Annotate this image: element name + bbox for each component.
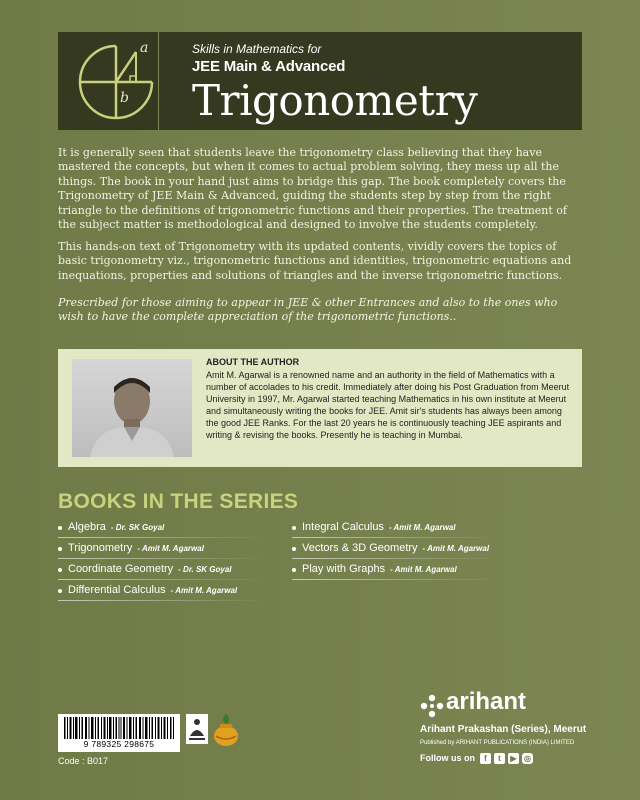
- bullet-icon: [58, 547, 62, 551]
- meditation-logo-icon: [186, 714, 208, 744]
- author-box: [58, 349, 582, 467]
- series-heading: BOOKS IN THE SERIES: [58, 490, 299, 513]
- series-book-author: - Amit M. Agarwal: [390, 565, 457, 574]
- series-book-title: Vectors & 3D Geometry: [302, 542, 418, 554]
- bullet-icon: [292, 568, 296, 572]
- kalash-logo-icon: [210, 712, 242, 748]
- youtube-icon[interactable]: ▶: [508, 753, 519, 764]
- series-book-title: Differential Calculus: [68, 584, 166, 596]
- author-bio: Amit M. Agarwal is a renowned name and an authority in the field of Mathematics with a number of accolades to his credit. Immediately after doing his Post Graduation from Meerut University in 1997, Mr. Agarwal started teaching Mathematics in his own institute at Meerut and simultaneously writing the books for JEE. Amit sir's students has always been among the good JEE Ranks. For the last 20 years he is continuously teaching JEE aspirants and writing & revising the books. Presently he is teaching in Mumbai.: [206, 370, 570, 441]
- divider: [58, 537, 266, 538]
- series-book-title: Algebra: [68, 521, 106, 533]
- twitter-icon[interactable]: t: [494, 753, 505, 764]
- author-heading: ABOUT THE AUTHOR: [206, 357, 300, 367]
- divider: [292, 537, 500, 538]
- series-book-author: - Amit M. Agarwal: [137, 544, 204, 553]
- description-paragraph-1: It is generally seen that students leave the trigonometry class believing that they have mastered the concepts, but when it comes to actual problem solving, they mess up all the things. The book in your hand just aims to bridge this gap. The book completely covers the Trigonometry of JEE Main & Advanced, guiding the students step by step from the right triangle to the definitions of trigonometric functions and their properties. The treatment of the subject matter is methodological and designed to involve the students completely.: [58, 146, 567, 232]
- instagram-icon[interactable]: ◎: [522, 753, 533, 764]
- series-book-title: Coordinate Geometry: [68, 563, 174, 575]
- series-book-title: Trigonometry: [68, 542, 133, 554]
- series-book-author: - Amit M. Agarwal: [170, 586, 238, 595]
- barcode-number: 9 789325 298675: [60, 739, 178, 749]
- divider: [58, 558, 266, 559]
- bullet-icon: [292, 547, 296, 551]
- logo-letter-b: b: [120, 90, 129, 106]
- exam-tagline: JEE Main & Advanced: [192, 58, 346, 75]
- series-book-title: Play with Graphs: [302, 563, 386, 575]
- description-paragraph-2: This hands-on text of Trigonometry with its updated contents, vividly covers the topics of basic trigonometry viz., trigonometric functions and identities, trigonometric equations and inequations, properties and solutions of triangles and the inverse trigonometric functions.: [58, 240, 572, 282]
- bullet-icon: [58, 526, 62, 530]
- divider: [58, 600, 266, 601]
- author-photo: [72, 359, 192, 457]
- series-tagline: Skills in Mathematics for: [192, 42, 322, 56]
- trig-logo: [58, 32, 159, 130]
- bullet-icon: [58, 589, 62, 593]
- series-book-author: - Dr. SK Goyal: [178, 565, 232, 574]
- follow-us-label: Follow us on: [420, 753, 475, 763]
- description-paragraph-3: Prescribed for those aiming to appear in JEE & other Entrances and also to the ones who wish to have the complete appreciation of the trigonometric functions..: [58, 296, 558, 324]
- brand-name: arihant: [446, 688, 527, 715]
- series-book-author: - Dr. SK Goyal: [110, 523, 165, 532]
- published-by: Published by ARIHANT PUBLICATIONS (INDIA) LIMITED: [420, 740, 575, 746]
- divider: [292, 558, 500, 559]
- series-book-title: Integral Calculus: [302, 521, 384, 533]
- book-title: Trigonometry: [192, 76, 478, 125]
- bullet-icon: [58, 568, 62, 572]
- publisher-name: Arihant Prakashan (Series), Meerut: [420, 724, 587, 735]
- divider: [292, 579, 500, 580]
- arihant-logo-icon: [420, 694, 444, 718]
- facebook-icon[interactable]: f: [480, 753, 491, 764]
- divider: [58, 579, 266, 580]
- logo-letter-a: a: [140, 40, 149, 56]
- barcode: [58, 714, 180, 752]
- bullet-icon: [292, 526, 296, 530]
- series-book-author: - Amit M. Agarwal: [388, 523, 456, 532]
- series-book-author: - Amit M. Agarwal: [422, 544, 490, 553]
- header-bar: [58, 32, 582, 130]
- book-code: Code : B017: [58, 756, 109, 766]
